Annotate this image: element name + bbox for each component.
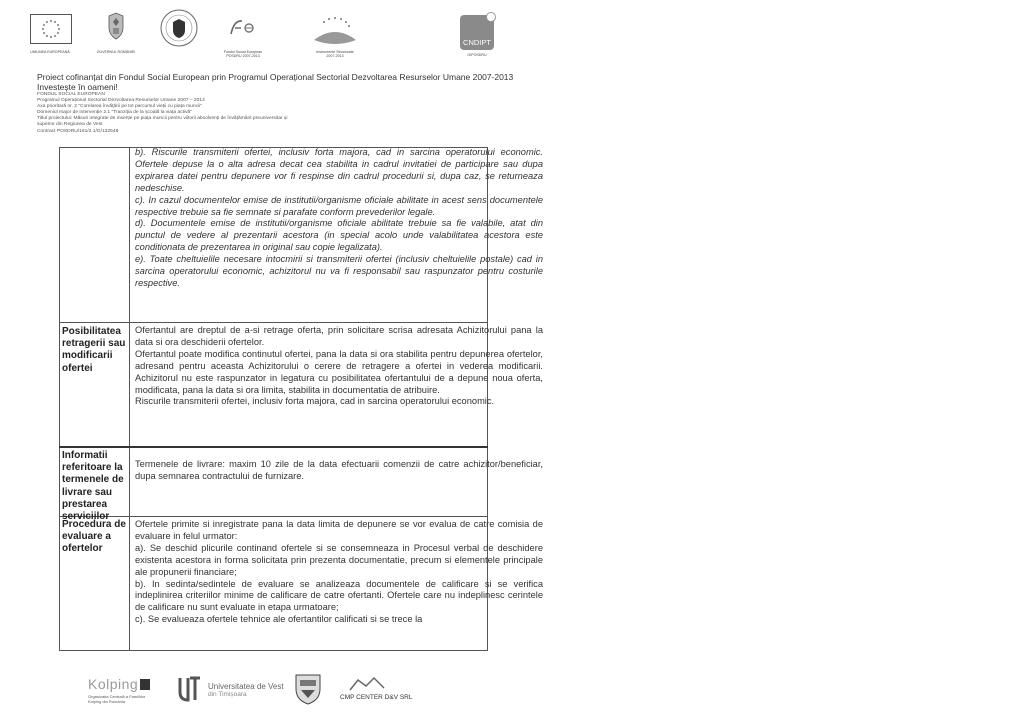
cmp-mark-icon: [348, 676, 388, 692]
label-offer-withdrawal: Posibilitatea retragerii sau modificarii ofertei: [62, 326, 126, 374]
detail-line: Titlul proiectului: Măsuri integrate de inserție pe piața muncii pentru viitorii absolvenți de învățământ preuniversitar și: [37, 116, 288, 122]
cndipt-logo: [460, 15, 494, 50]
note-b-rejection: Ofertele depuse la o alta adresa decat cea stabilita in cadrul invitatiei de participare sau dupa expirarea datei pentru depunere vor fi respinse din cadrul procedurii si, dupa caz, se returneaza nedeschise.: [135, 158, 543, 193]
cndipt-dot-icon: [486, 12, 496, 22]
note-e: e). Toate cheltuielile necesare intocmirii si transmiterii ofertei (inclusiv cheltuielile postale) cad in sarcina operatorului economic, achizitorul nu va fi responsabil sau raspunzator pentru costurile respective.: [135, 254, 543, 288]
invest-slogan: Investește în oameni!: [37, 82, 118, 92]
evaluation-p3: b). In sedinta/sedintele de evaluare se analizeaza documentele de calificare si se verifica indeplinirea criteriilor minime de calificare de catre ofertanti. Ofertele care nu indeplinesc cerintele de calificare nu sunt evaluate in etapa urmatoare;: [135, 578, 543, 613]
cmp-name: CMP CENTER D&V SRL: [340, 694, 413, 701]
kolping-logo: [88, 676, 158, 706]
structural-instruments-icon: [310, 14, 360, 46]
row-offer-withdrawal: [135, 325, 543, 408]
uvt-name: Universitatea de Vest: [208, 682, 284, 691]
specification-table: [59, 147, 543, 651]
romania-crest-icon: [106, 12, 126, 40]
detail-line: Axa prioritară nr. 2 "Corelarea învățării pe tot parcursul vieții cu piața muncii": [37, 104, 202, 110]
is-caption: Instrumente Structurale 2007-2013: [316, 50, 354, 59]
column-divider: [129, 147, 130, 651]
gov-caption: GUVERNUL ROMÂNIEI: [96, 50, 136, 54]
detail-line: Programul Operațional Sectorial Dezvoltarea Resurselor Umane 2007 – 2013: [37, 98, 205, 104]
fse-logo-icon: [226, 16, 260, 38]
ministry-seal-icon: [159, 8, 199, 48]
project-details: [37, 92, 367, 135]
detail-line: Contract POSDRU/161/2.1/G/132548: [37, 128, 119, 134]
eu-flag-icon: [30, 14, 72, 44]
row-submission-notes: [135, 147, 543, 290]
row-divider: [59, 446, 488, 448]
institution-crest-icon: [293, 671, 323, 705]
detail-line: Domeniul major de intervenție 2.1 "Tranziția de la școală la viața activă": [37, 110, 192, 116]
row-divider: [59, 322, 488, 323]
row-evaluation-procedure: [135, 519, 543, 626]
withdrawal-p2: Ofertantul poate modifica continutul ofertei, pana la data si ora stabilita pentru depunerea ofertelor, adresand pentru aceasta Achizitorului o cerere de retragere a ofertei in vederea modificarii. Achizitorul nu este raspunzator in legatura cu posibilitatea ofertantului de a depune noua oferta, modificata, pana la data si ora limita, stabilita in documentatia de atribuire.: [135, 348, 543, 395]
note-c: c). In cazul documentelor emise de institutii/organisme oficiale abilitate in acest sens documentele respective trebuie sa fie semnate si parafate conform prevederilor legale.: [135, 194, 543, 217]
eu-caption: UNIUNEA EUROPEANĂ: [30, 50, 70, 54]
kolping-subtitle: Organizația Centrală a Familiilor Kolping din România: [88, 694, 146, 704]
evaluation-p2: a). Se deschid plicurile continand ofertele si se consemneaza in Procesul verbal de deschidere existenta acestora in forma solicitata prin prezenta documentatie, precum si elementele principale ale propunerii financiare;: [135, 542, 543, 577]
kolping-name: Kolping: [88, 676, 139, 692]
delivery-p1: Termenele de livrare: maxim 10 zile de la data efectuarii comenzii de catre achizitor/beneficiar, dupa semnarea contractului de furnizare.: [135, 459, 543, 481]
note-b: b). Riscurile transmiterii ofertei, inclusiv forta majora, cad in sarcina operatorului economic.: [135, 147, 543, 157]
evaluation-p1: Ofertele primite si inregistrate pana la data limita de depunere se vor evalua de catre comisia de evaluare in felul urmator:: [135, 519, 543, 541]
uvt-city: din Timișoara: [208, 691, 247, 698]
evaluation-p4: c). Se evalueaza ofertele tehnice ale ofertantilor calificati si se trece la: [135, 614, 423, 625]
withdrawal-p3: Riscurile transmiterii ofertei, inclusiv forta majora, cad in sarcina operatorului economic.: [135, 396, 495, 407]
note-d: d). Documentele emise de institutii/organisme oficiale abilitate trebuie sa fie valabile, atat din punctul de vedere al prezentarii acestora (in special acolo unde valabilitatea acestora este conditionata de prezentarea in original sau copie legalizata).: [135, 218, 543, 253]
label-delivery-terms: Informatii referitoare la termenele de livrare sau prestarea serviciilor: [62, 450, 124, 523]
uvt-mark-icon: [178, 676, 202, 702]
cndipt-text: CNDIPT: [463, 38, 491, 47]
detail-line: superior din Regiunea de Vest: [37, 122, 103, 128]
cmp-logo: [340, 676, 430, 706]
oi-caption: OIPOSDRU: [467, 53, 487, 57]
kolping-k-icon: [140, 679, 150, 690]
fse-caption: Fondul Social European POSDRU 2007-2013: [223, 50, 263, 59]
withdrawal-p1: Ofertantul are dreptul de a-si retrage oferta, prin solicitare scrisa adresata Achizitorului pana la data si ora deschiderii ofertelor.: [135, 325, 543, 347]
uvt-logo: [178, 676, 284, 706]
detail-line: FONDUL SOCIAL EUROPEAN: [37, 92, 105, 97]
label-evaluation-procedure: Procedura de evaluare a ofertelor: [62, 519, 126, 555]
project-cofinancing-line: Proiect cofinanțat din Fondul Social European prin Programul Operațional Sectorial Dezvoltarea Resurselor Umane 2007-2013: [37, 72, 514, 82]
row-delivery-terms: [135, 459, 543, 483]
